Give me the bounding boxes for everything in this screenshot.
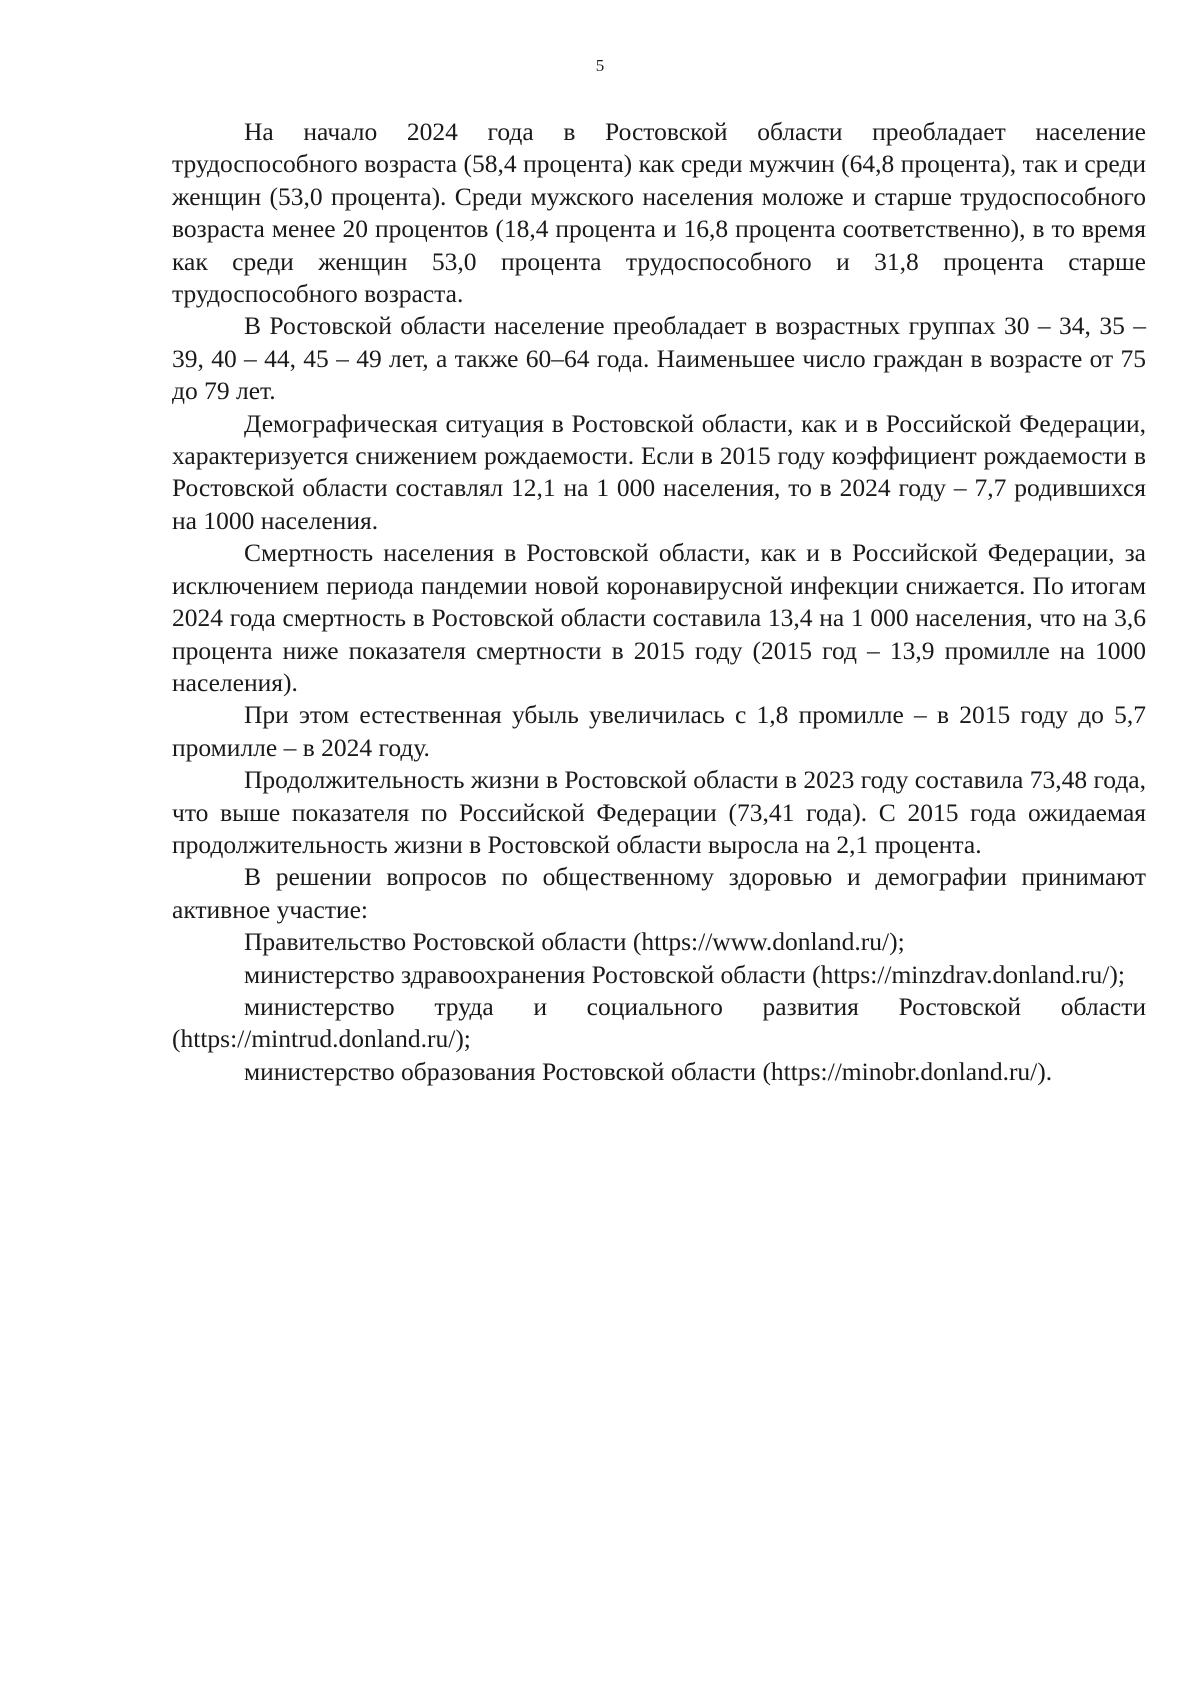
- paragraph-life-expectancy: Продолжительность жизни в Ростовской области в 2023 году составила 73,48 года, что выше показателя по Российской Федерации (73,41 года). С 2015 года ожидаемая продолжительность жизни в Ростовской области выросла на 2,1 процента.: [172, 765, 1146, 859]
- document-body: [172, 116, 1146, 1088]
- paragraph-participants-intro: В решении вопросов по общественному здоровью и демографии принимают активное участие:: [172, 862, 1146, 924]
- list-item-education-ministry: министерство образования Ростовской области (https://minobr.donland.ru/).: [244, 1056, 1053, 1086]
- paragraph-population-structure: На начало 2024 года в Ростовской области преобладает население трудоспособного возраста (58,4 процента) как среди мужчин (64,8 процента), так и среди женщин (53,0 процента). Среди мужского населения моложе и старше трудоспособного возраста менее 20 процентов (18,4 процента и 16,8 процента соответственно), в то время как среди женщин 53,0 процента трудоспособного и 31,8 процента старше трудоспособного возраста.: [172, 117, 1146, 309]
- page-number: 5: [595, 56, 605, 75]
- list-item-labor-ministry: министерство труда и социального развития Ростовской области (https://mintrud.donland.ru/);: [172, 991, 1146, 1054]
- paragraph-age-groups: В Ростовской области население преобладает в возрастных группах 30 – 34, 35 – 39, 40 – 44, 45 – 49 лет, а также 60–64 года. Наименьшее число граждан в возрасте от 75 до 79 лет.: [172, 311, 1146, 406]
- paragraph-mortality: Смертность населения в Ростовской области, как и в Российской Федерации, за исключением периода пандемии новой коронавирусной инфекции снижается. По итогам 2024 года смертность в Ростовской области составила 13,4 на 1 000 населения, что на 3,6 процента ниже показателя смертности в 2015 году (2015 год – 13,9 промилле на 1000 населения).: [172, 538, 1146, 697]
- paragraph-birth-rate: Демографическая ситуация в Ростовской области, как и в Российской Федерации, характеризуется снижением рождаемости. Если в 2015 году коэффициент рождаемости в Ростовской области составлял 12,1 на 1 000 населения, то в 2024 году – 7,7 родившихся на 1000 населения.: [172, 408, 1146, 535]
- list-item-health-ministry: министерство здравоохранения Ростовской области (https://minzdrav.donland.ru/);: [244, 959, 1125, 989]
- paragraph-natural-decrease: При этом естественная убыль увеличилась с 1,8 промилле – в 2015 году до 5,7 промилле – в 2024 году.: [172, 700, 1146, 762]
- list-item-government: Правительство Ростовской области (https://www.donland.ru/);: [244, 927, 905, 957]
